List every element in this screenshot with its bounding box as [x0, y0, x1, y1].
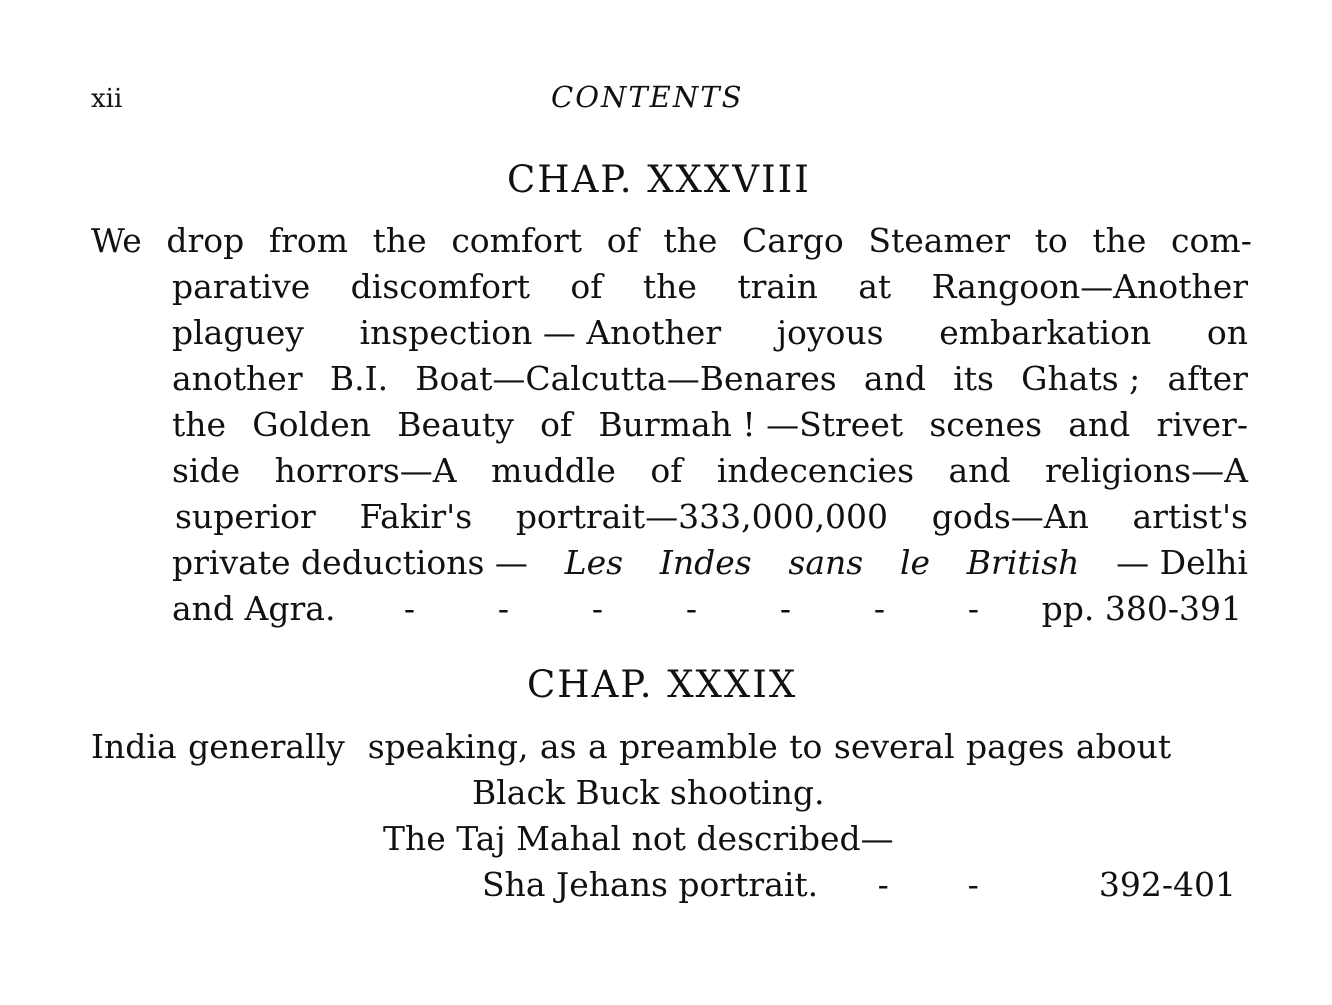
summary-line: We drop from the comfort of the Cargo Steamer to the com- [91, 221, 1252, 260]
leader-dot: - [497, 589, 510, 628]
page-range: pp. 380-391 [1041, 589, 1242, 628]
summary-line: side horrors—A muddle of indecencies and religions—A [172, 451, 1248, 490]
page-number: xii [91, 84, 123, 114]
summary-line: parative discomfort of the train at Rangoon—Another [172, 267, 1248, 306]
leader-dot: - [967, 865, 979, 904]
summary-line: plaguey inspection — Another joyous embarkation on [172, 313, 1248, 352]
chapter-39-heading: CHAP. XXXIX [527, 663, 798, 706]
chapter-38-heading: CHAP. XXXVIII [507, 158, 811, 201]
leader-dot: - [403, 589, 416, 628]
summary-line: India generally speaking, as a preamble to several pages about [91, 727, 1172, 766]
running-head: CONTENTS [551, 80, 744, 114]
summary-line: The Taj Mahal not described— [383, 819, 894, 858]
summary-last-line: Sha Jehans portrait. - - [482, 862, 1018, 908]
summary-line: another B.I. Boat—Calcutta—Benares and its Ghats ; after [172, 359, 1248, 398]
page-range: 392-401 [1098, 865, 1236, 904]
summary-line: private deductions — Les Indes sans le British — Delhi [172, 543, 1248, 582]
summary-line: the Golden Beauty of Burmah ! —Street scenes and river- [172, 405, 1248, 444]
summary-last-line: and Agra. - - - - - - - [172, 586, 1020, 632]
summary-line: superior Fakir's portrait—333,000,000 gods—An artist's [175, 497, 1248, 536]
leader-dot: - [877, 865, 889, 904]
summary-line: Black Buck shooting. [472, 773, 825, 812]
leader-dot: - [685, 589, 698, 628]
leader-dot: - [967, 589, 980, 628]
leader-dot: - [873, 589, 886, 628]
leader-dot: - [591, 589, 604, 628]
leader-dot: - [779, 589, 792, 628]
